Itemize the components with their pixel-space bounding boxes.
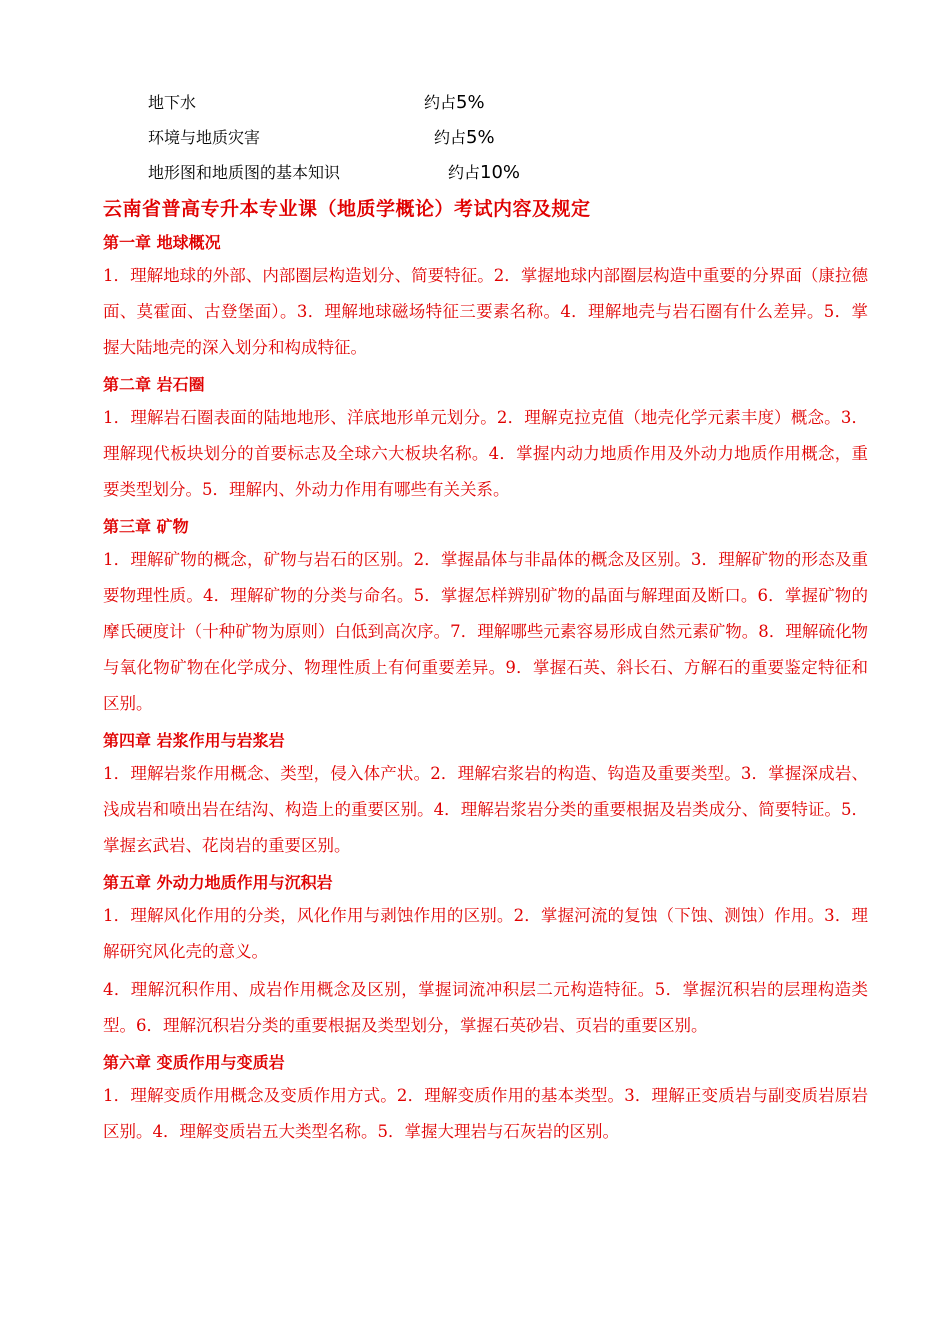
chapter-6 xyxy=(103,1052,868,1150)
chapter-title: 第四章 岩浆作用与岩浆岩 xyxy=(103,731,285,750)
chapter-paragraph: 1．理解变质作用概念及变质作用方式。2．理解变质作用的基本类型。3．理解正变质岩与副变质岩原岩区别。4．理解变质岩五大类型名称。5．掌握大理岩与石灰岩的区别。 xyxy=(103,1086,868,1141)
chapter-title: 第一章 地球概况 xyxy=(103,233,221,252)
weight-value xyxy=(448,160,520,183)
weight-label: 地形图和地质图的基本知识 xyxy=(148,163,341,182)
chapter-4 xyxy=(103,730,868,864)
chapter-paragraph: 1．理解岩浆作用概念、类型，侵入体产状。2．理解宕浆岩的构造、钩造及重要类型。3．掌握深成岩、浅成岩和喷出岩在结沟、构造上的重要区别。4．理解岩浆岩分类的重要根据及岩类成分、简要特证。5．掌握玄武岩、花岗岩的重要区别。 xyxy=(103,764,868,855)
chapter-5 xyxy=(103,872,868,1044)
weight-percent: 5% xyxy=(466,127,495,148)
chapter-title: 第六章 变质作用与变质岩 xyxy=(103,1053,285,1072)
chapter-1 xyxy=(103,232,868,366)
weight-prefix: 约占 xyxy=(448,163,481,182)
chapter-2 xyxy=(103,374,868,508)
weight-label: 地下水 xyxy=(148,93,197,112)
chapter-title: 第二章 岩石圈 xyxy=(103,375,205,394)
chapter-title: 第五章 外动力地质作用与沉积岩 xyxy=(103,873,333,892)
chapter-paragraph: 1．理解矿物的概念，矿物与岩石的区别。2．掌握晶体与非晶体的概念及区别。3．理解矿物的形态及重要物理性质。4．理解矿物的分类与命名。5．掌握怎样辨别矿物的晶面与解理面及断口。6．掌握矿物的摩氏硬度计（十种矿物为原则）白低到高次序。7．理解哪些元素容易形成自然元素矿物。8．理解硫化物与氧化物矿物在化学成分、物理性质上有何重要差异。9．掌握石英、斜长石、方解石的重要鉴定特征和区别。 xyxy=(103,550,868,713)
weight-percent: 5% xyxy=(456,92,485,113)
weight-prefix: 约占 xyxy=(424,93,457,112)
weight-value xyxy=(424,90,485,113)
weight-percent: 10% xyxy=(480,162,521,183)
chapter-paragraph: 1．理解风化作用的分类，风化作用与剥蚀作用的区别。2．掌握河流的复蚀（下蚀、测蚀）作用。3．理解研究风化壳的意义。 xyxy=(103,906,868,961)
weight-value xyxy=(434,125,495,148)
chapter-paragraph: 1．理解地球的外部、内部圈层构造划分、简要特征。2．掌握地球内部圈层构造中重要的分界面（康拉德面、莫霍面、古登堡面）。3．理解地球磁场特征三要素名称。4．理解地壳与岩石圈有什么差异。5．掌握大陆地壳的深入划分和构成特征。 xyxy=(103,266,868,357)
chapter-3 xyxy=(103,516,868,722)
document-title: 云南省普高专升本专业课（地质学概论）考试内容及规定 xyxy=(103,198,591,220)
weight-prefix: 约占 xyxy=(434,128,467,147)
chapters-container xyxy=(103,232,868,1152)
chapter-paragraph: 1．理解岩石圈表面的陆地地形、洋底地形单元划分。2．理解克拉克值（地壳化学元素丰度）概念。3．理解现代板块划分的首要标志及全球六大板块名称。4．掌握内动力地质作用及外动力地质作用概念，重要类型划分。5．理解内、外动力作用有哪些有关关系。 xyxy=(103,408,868,499)
chapter-title: 第三章 矿物 xyxy=(103,517,189,536)
weight-label: 环境与地质灾害 xyxy=(148,128,261,147)
chapter-paragraph: 4．理解沉积作用、成岩作用概念及区别，掌握词流冲积层二元构造特征。5．掌握沉积岩的层理构造类型。6．理解沉积岩分类的重要根据及类型划分，掌握石英砂岩、页岩的重要区别。 xyxy=(103,980,868,1035)
